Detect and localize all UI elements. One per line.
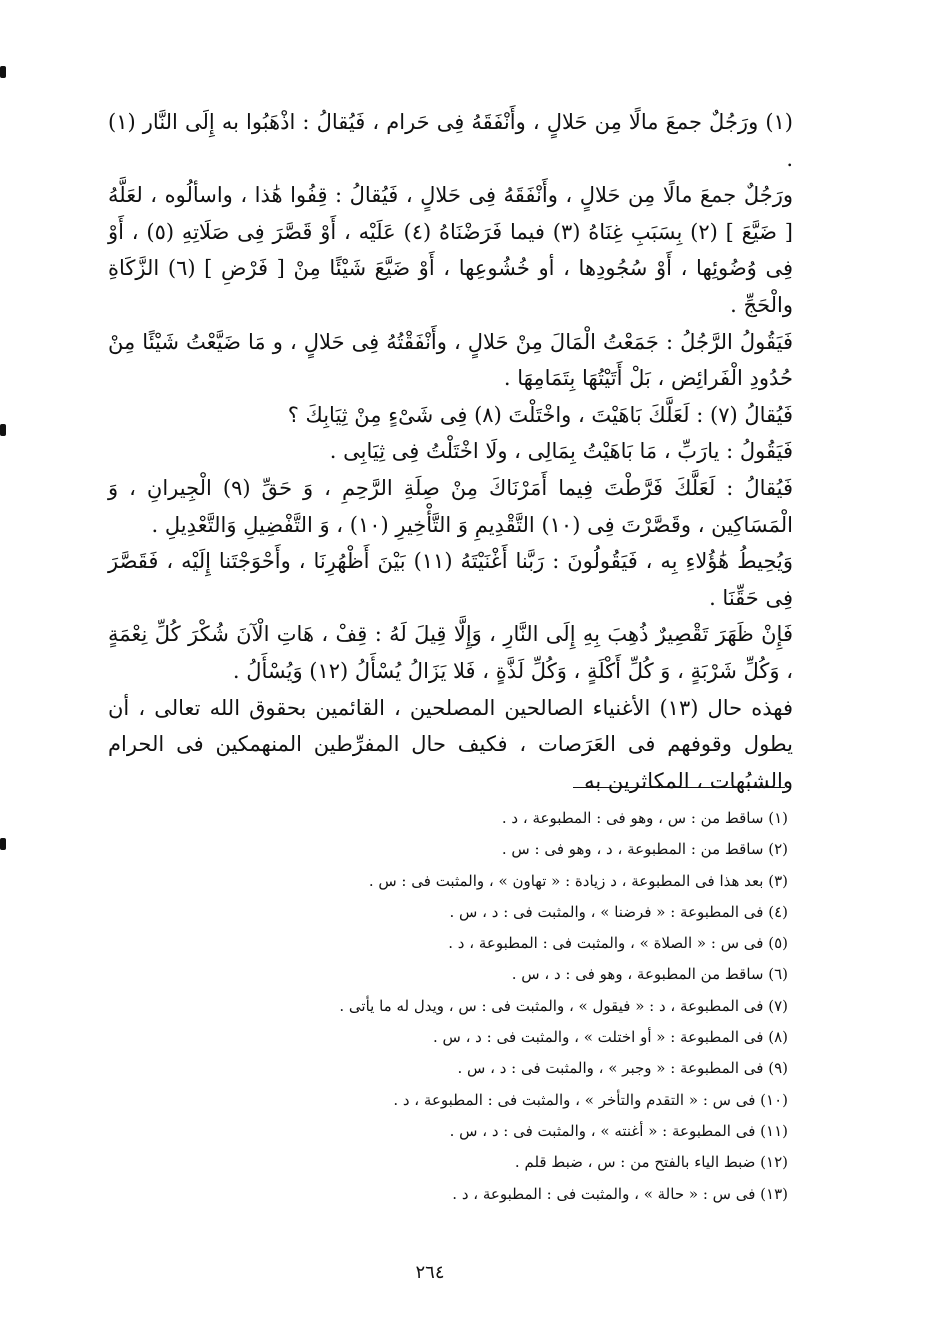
paragraph: فَيُقالُ : لَعَلَّكَ فَرَّطْتَ فِيما أَمَرْنَاكَ مِنْ صِلَةِ الرَّحِمِ ، وَ حَقِّ (٩) الْجِيرانِ ، وَ الْمَسَاكِين ، وقَصَّرْتَ فِى (١٠) التَّقْدِيمِ وَ التَّأْخِيرِ (١٠) ، وَ التَّفْضِيلِ وَالتَّعْدِيلِ . <box>108 475 793 537</box>
footnote: (٨) فى المطبوعة : « أو اختلت » ، والمثبت فى : د ، س . <box>432 1028 788 1047</box>
footnotes <box>300 803 788 1210</box>
footnote: (٣) بعد هذا فى المطبوعة ، د زيادة : « تهاون » ، والمثبت فى : س . <box>368 871 788 890</box>
page-number: ٢٦٤ <box>415 1262 445 1283</box>
paragraph: فهذه حال (١٣) الأغنياء الصالحين المصلحين ، القائمين بحقوق الله تعالى ، أن يطول وقوفهم فى العَرَصات ، فكيف حال المفرِّطين المنهمكين فى الحرام والشبُهات ، المكاثرين به <box>108 695 793 793</box>
footnote: (١٣) فى س : « حالة » ، والمثبت فى : المطبوعة ، د . <box>452 1184 788 1203</box>
footnote: (١٢) ضبط الياء بالفتح من : س ، ضبط قلم . <box>514 1153 788 1172</box>
paragraph: فَيَقُولُ الرَّجُلُ : جَمَعْتُ الْمَالَ مِنْ حَلالٍ ، وأَنْفَقْتُهُ فِى حَلالٍ ، و مَا ضَيَّعْتُ شَيْئًا مِنْ حُدُودِ الْفَرائِض ، بَلْ أَتَيْتُهَا بِتَمَامِهَا . <box>108 329 793 391</box>
footnote: (٦) ساقط من المطبوعة ، وهو فى : د ، س . <box>511 965 788 984</box>
paragraph: فَإِنْ ظَهَرَ تَقْصِيرٌ ذُهِبَ بِهِ إِلَى النَّارِ ، وَإِلَّا قِيلَ لَهُ : قِفْ ، هَاتِ الْآنَ شُكْرَ كُلِّ نِعْمَةٍ ، وَكُلِّ شَرْبَةٍ ، وَ كُلِّ أَكْلَةٍ ، وَكُلِّ لَذَّةٍ ، فَلا يَزَالُ يُسْأَلُ (١٢) وَيُسْأَلُ . <box>108 622 793 683</box>
paragraph: ورَجُلٌ جمعَ مالًا مِن حَلالٍ ، وأَنْفَقَهُ فِى حَلالٍ ، فَيُقالُ : قِفُوا هَٰذا ، واسألُوه ، لعَلَّهُ [ ضَيَّعَ ] (٢) بِسَبَبِ غِنَاهُ (٣) فيما فَرَضْنَاهُ (٤) عَلَيْه ، أَوْ قَصَّرَ فِى صَلَاتِهِ (٥) ، أَوْ فِى وُضُوئِها ، أَوْ سُجُودِها ، أو خُشُوعِها ، أَوْ ضَيَّعَ شَيْئًا مِنْ [ فَرْضِ ] (٦) الزَّكَاةِ والْحَجِّ . <box>108 183 793 317</box>
footnote: (٩) فى المطبوعة : « وجبر » ، والمثبت فى : د ، س . <box>457 1059 788 1078</box>
margin-mark <box>0 838 6 850</box>
main-text-body <box>108 104 793 799</box>
paragraph: فَيَقُولُ : يارَبِّ ، مَا بَاهَيْتُ بِمَالِى ، ولَا اخْتَلْتُ فِى ثِيَابِى . <box>329 439 793 464</box>
footnote: (٧) فى المطبوعة ، د : « فيقول » ، والمثبت فى : س ، ويدل له ما يأتى . <box>339 996 788 1015</box>
footnote: (١) ساقط من : س ، وهو فى : المطبوعة ، د . <box>501 809 788 827</box>
paragraph: فَيُقالُ (٧) : لَعَلَّكَ بَاهَيْتَ ، واخْتَلْتَ (٨) فِى شَىْءٍ مِنْ ثِيَابِكَ ؟ <box>287 402 793 427</box>
footnote: (١١) فى المطبوعة : « أغنته » ، والمثبت فى : د ، س . <box>449 1121 788 1140</box>
footnote: (١٠) فى س : « التقدم والتأخر » ، والمثبت فى : المطبوعة ، د . <box>393 1090 788 1109</box>
paragraph: وَيُحِيطُ هَٰؤُلاءِ بِه ، فَيَقُولُونَ : رَبَّنا أَغْنَيْتَهُ (١١) بَيْنَ أَظْهُرِنَا ، وأَحْوَجْتَنا إِلَيْه ، فَقَصَّرَ فِى حَقِّنَا . <box>108 549 793 610</box>
paragraph: (١) ورَجُلٌ جمعَ مالًا مِن حَلالٍ ، وأَنْفَقَهُ فِى حَرام ، فَيُقالُ : اذْهَبُوا به إِلَى النَّار (١) . <box>108 110 793 171</box>
footnote: (٢) ساقط من : المطبوعة ، د ، وهو فى : س . <box>501 840 788 859</box>
margin-mark <box>0 424 6 436</box>
footnote-separator <box>573 787 785 788</box>
footnote: (٥) فى س : « الصلاة » ، والمثبت فى : المطبوعة ، د . <box>448 934 788 953</box>
margin-mark <box>0 66 6 78</box>
footnote: (٤) فى المطبوعة : « فرضنا » ، والمثبت فى : د ، س . <box>449 902 788 921</box>
